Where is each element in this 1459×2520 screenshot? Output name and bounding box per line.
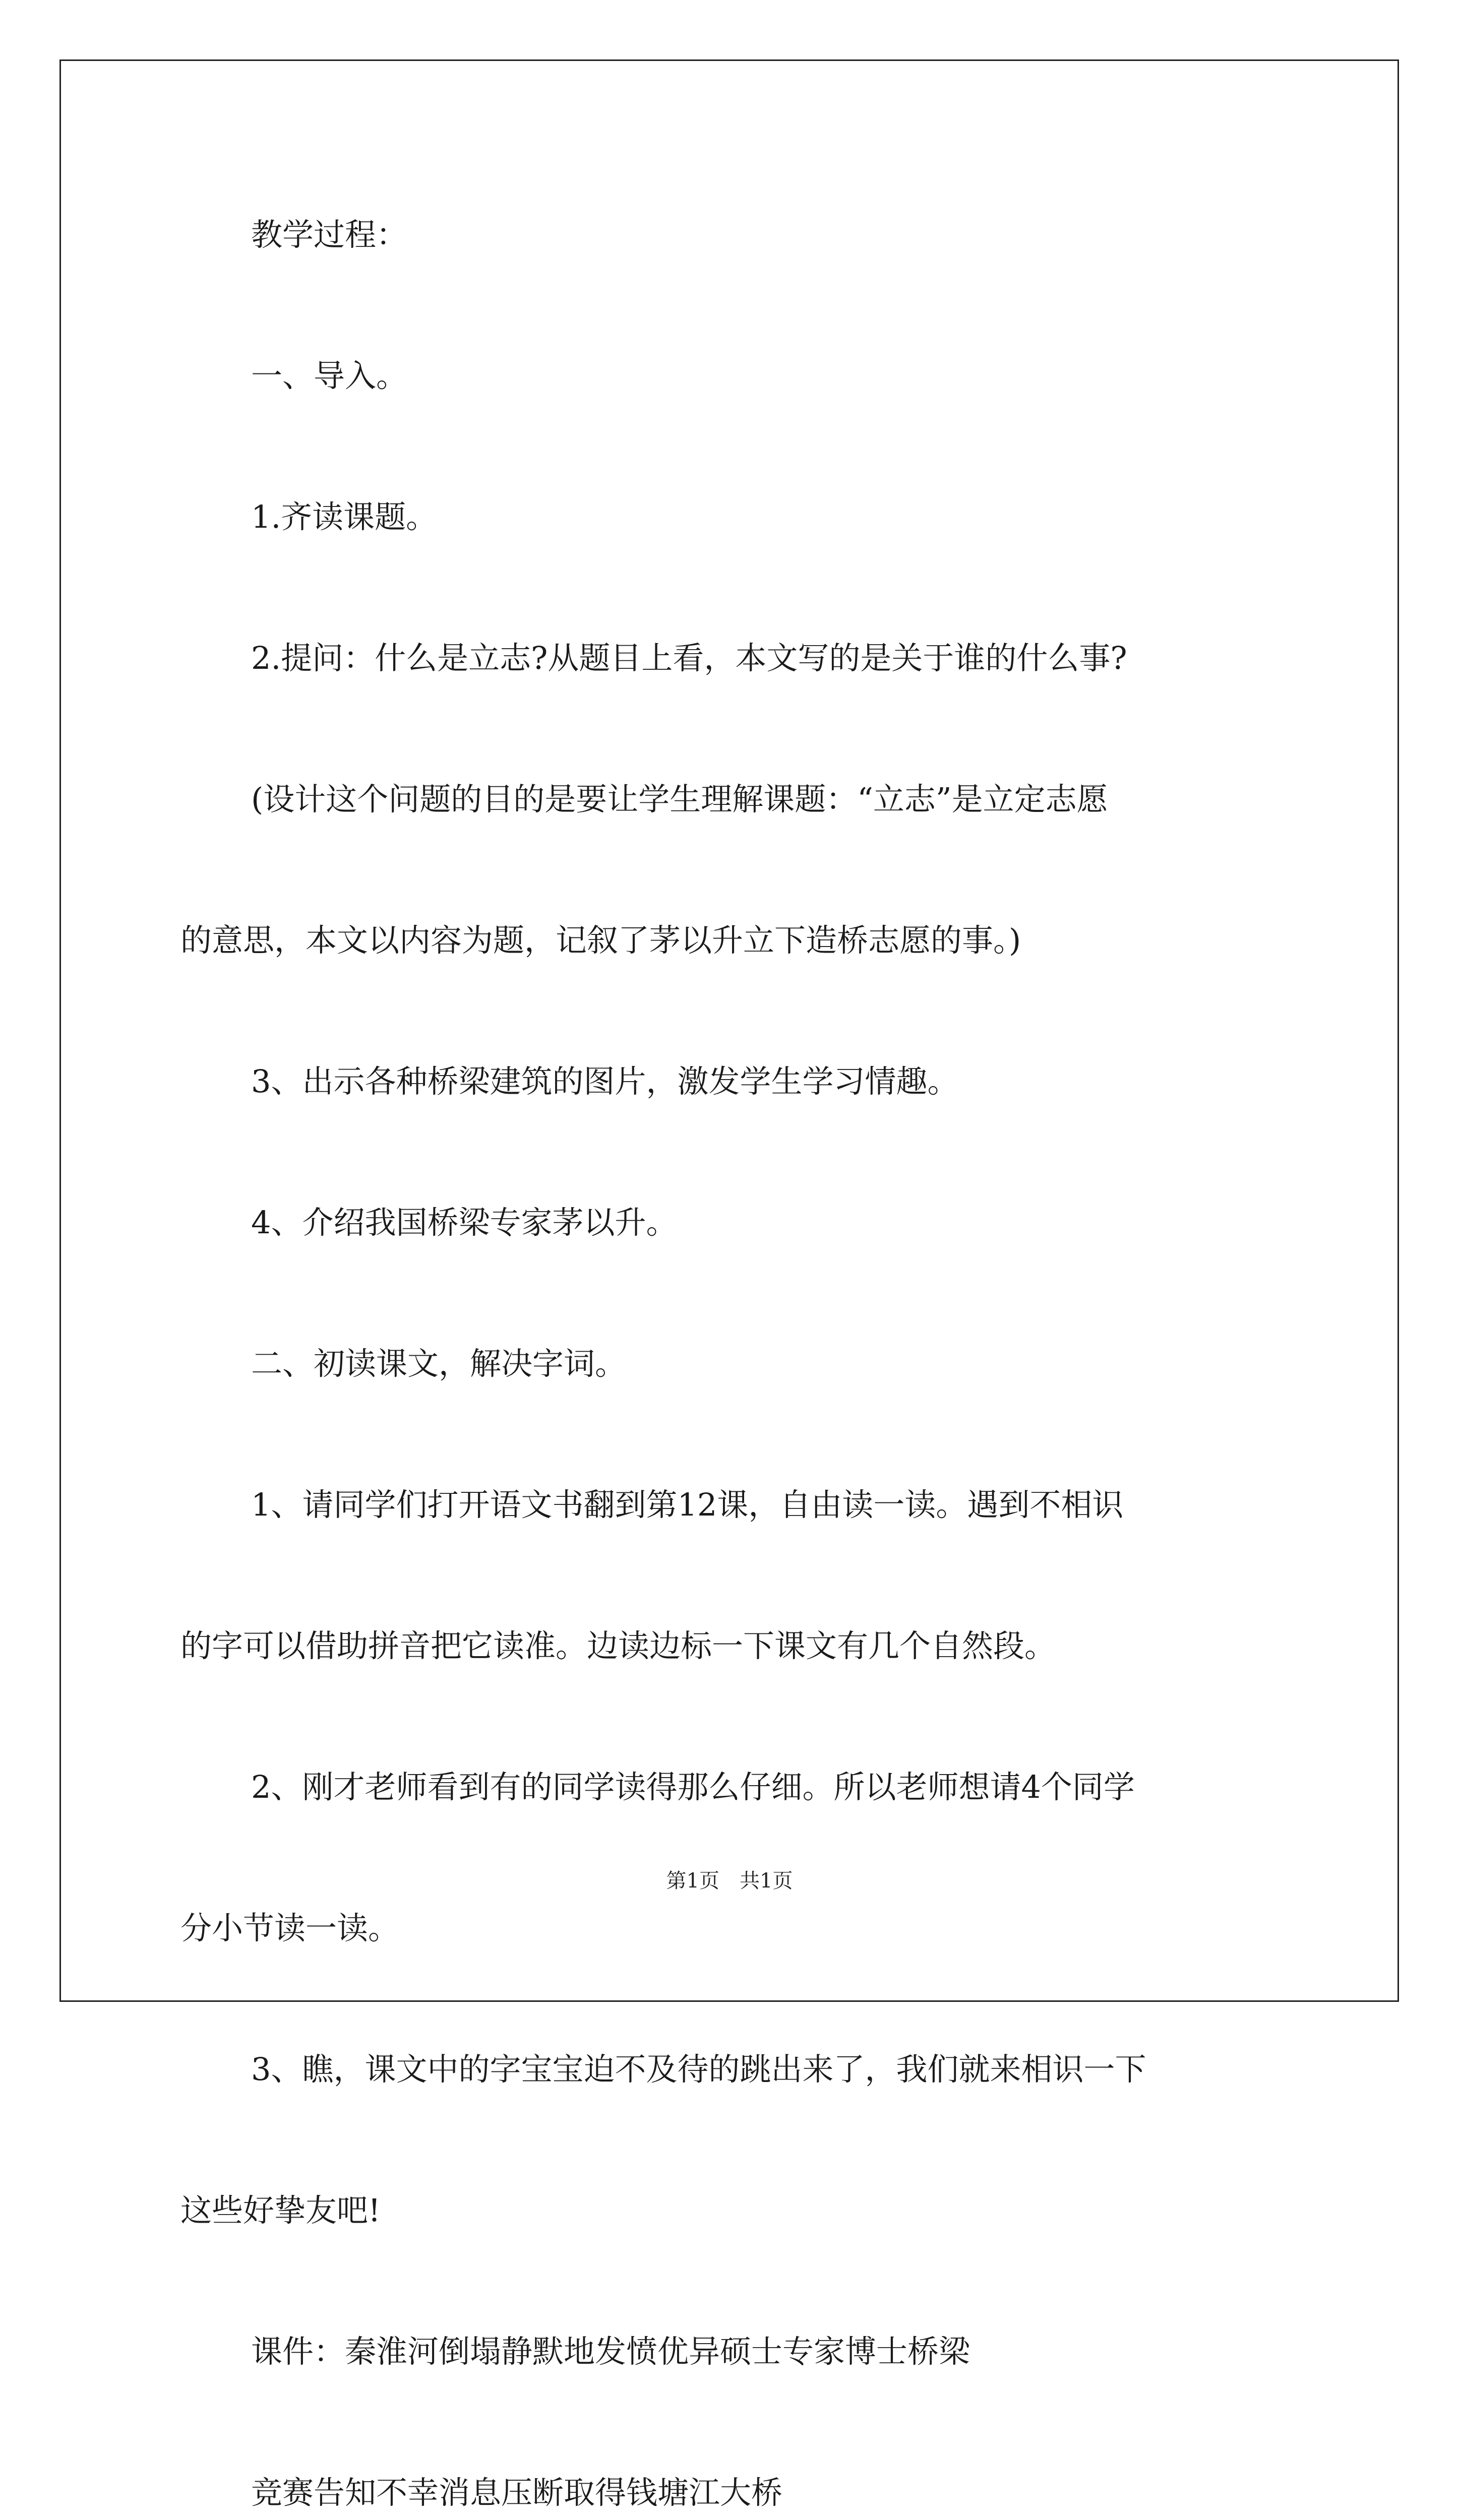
- paragraph-line: 分小节读一读。: [180, 1910, 400, 1946]
- paragraph: 4、介绍我国桥梁专家茅以升。: [251, 1204, 678, 1241]
- paragraph: 2.提问：什么是立志?从题目上看，本文写的是关于谁的什么事?: [251, 640, 1127, 676]
- paragraph: [180, 1752, 1290, 1964]
- paragraph-line: 这些好挚友吧!: [180, 2192, 381, 2229]
- paragraph: [180, 764, 1290, 976]
- page-number-footer: 第1页 共1页: [666, 1869, 793, 1893]
- paragraph: [180, 1470, 1290, 1681]
- paragraph: 竞赛告知不幸消息压断取得钱塘江大桥: [251, 2474, 783, 2511]
- document-body: [180, 200, 1290, 2520]
- paragraph-line: 2、刚才老师看到有的同学读得那么仔细。所以老师想请4个同学: [251, 1769, 1135, 1805]
- paragraph: 3、出示各种桥梁建筑的图片，激发学生学习情趣。: [251, 1063, 959, 1100]
- paragraph-line: (设计这个问题的目的是要让学生理解课题：“立志”是立定志愿: [251, 781, 1108, 817]
- paragraph-line: 的意思，本文以内容为题，记叙了茅以升立下造桥志愿的事。): [180, 922, 1021, 959]
- paragraph: 一、导入。: [251, 357, 408, 394]
- paragraph-line: 1、请同学们打开语文书翻到第12课，自由读一读。遇到不相识: [251, 1486, 1124, 1523]
- paragraph-line: 的字可以借助拼音把它读准。边读边标一下课文有几个自然段。: [180, 1627, 1056, 1664]
- paragraph: 1.齐读课题。: [251, 498, 438, 535]
- paragraph: 教学过程：: [251, 216, 408, 253]
- paragraph: 二、初读课文，解决字词。: [251, 1345, 627, 1382]
- paragraph-line: 3、瞧，课文中的字宝宝迫不及待的跳出来了，我们就来相识一下: [251, 2051, 1146, 2088]
- paragraph: 课件：秦淮河倒塌静默地发愤优异硕士专家博士桥梁: [251, 2333, 970, 2370]
- paragraph: [180, 2034, 1290, 2246]
